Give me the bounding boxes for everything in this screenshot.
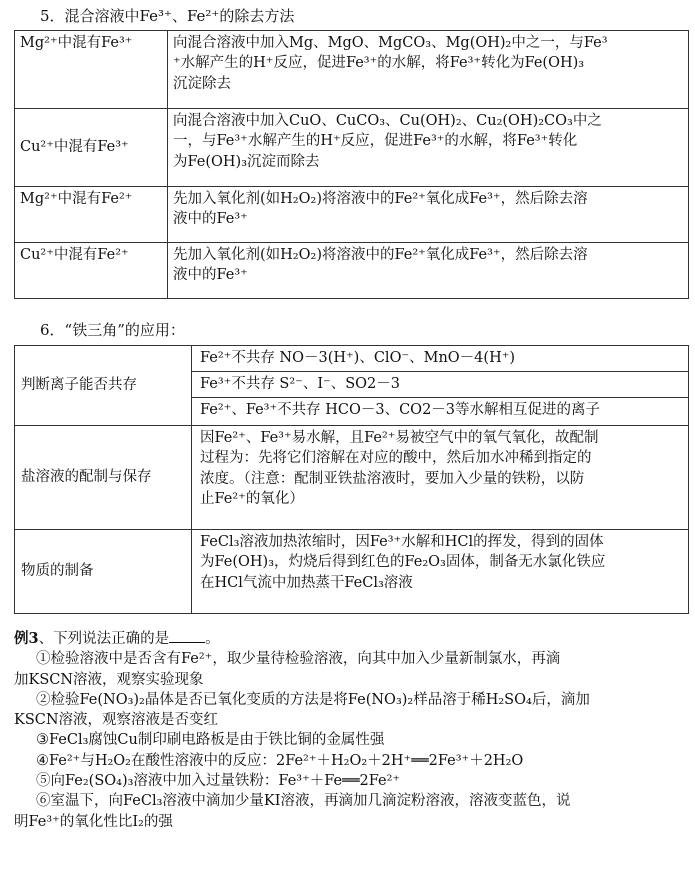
text-line: 沉淀除去 <box>173 75 231 92</box>
text-line: 浓度。（注意：配制亚铁盐溶液时，要加入少量的铁粉，以防 <box>200 470 585 487</box>
row-label: Cu²⁺中混有Fe²⁺ <box>15 243 168 299</box>
coexist-row-1: Fe²⁺不共存 NO－3(H⁺)、ClO⁻、MnO－4(H⁺) <box>192 346 689 372</box>
prep-text <box>192 530 689 614</box>
statement-2-cont: KSCN溶液，观察溶液是否变红 <box>14 712 219 729</box>
text-line: 过程为：先将它们溶解在对应的酸中，然后加水冲稀到指定的 <box>200 450 592 467</box>
coexist-row-3: Fe²⁺、Fe³⁺不共存 HCO－3、CO2－3等水解相互促进的离子 <box>192 398 689 426</box>
statement-6: ⑥室温下，向FeCl₃溶液中滴加少量KI溶液，再滴加几滴淀粉溶液，溶液变蓝色，说 <box>36 793 571 810</box>
coexist-row-2: Fe³⁺不共存 S²⁻、I⁻、SO2－3 <box>192 372 689 398</box>
table-row <box>15 426 689 530</box>
text-line: 先加入氧化剂(如H₂O₂)将溶液中的Fe²⁺氧化成Fe³⁺，然后除去溶 <box>173 247 588 263</box>
row-text <box>168 109 689 187</box>
row-label: Mg²⁺中混有Fe²⁺ <box>15 187 168 243</box>
answer-blank <box>169 628 205 643</box>
statement-1: ①检验溶液中是否含有Fe²⁺，取少量待检验溶液，向其中加入少量新制氯水，再滴 <box>36 651 561 668</box>
statement-4: ④Fe²⁺与H₂O₂在酸性溶液中的反应：2Fe²⁺＋H₂O₂＋2H⁺══2Fe³⁺＋2H₂O <box>36 752 524 769</box>
text-line: 止Fe²⁺的氧化） <box>200 490 304 507</box>
text-line: 为Fe(OH)₃，灼烧后得到红色的Fe₂O₃固体，制备无水氯化铁应 <box>200 554 606 571</box>
text-line: 向混合溶液中加入CuO、CuCO₃、Cu(OH)₂、Cu₂(OH)₂CO₃中之 <box>173 113 602 129</box>
question-text: 、下列说法正确的是 <box>38 631 170 647</box>
salt-label: 盐溶液的配制与保存 <box>15 426 192 530</box>
text-line: 因Fe²⁺、Fe³⁺易水解，且Fe²⁺易被空气中的氧气氧化，故配制 <box>200 430 599 446</box>
row-label: Mg²⁺中混有Fe³⁺ <box>15 31 168 109</box>
row-text <box>168 187 689 243</box>
row-label: Cu²⁺中混有Fe³⁺ <box>15 109 168 187</box>
text-line: FeCl₃溶液加热浓缩时，因Fe³⁺水解和HCl的挥发，得到的固体 <box>200 534 604 550</box>
row-text <box>168 243 689 299</box>
table-row <box>15 243 689 299</box>
prep-label: 物质的制备 <box>15 530 192 614</box>
statement-2: ②检验Fe(NO₃)₂晶体是否已氧化变质的方法是将Fe(NO₃)₂样品溶于稀H₂SO₄后，滴加 <box>36 691 590 708</box>
text-line: 液中的Fe³⁺ <box>173 267 248 284</box>
example-label: 例3 <box>14 630 39 647</box>
section5-title: 5．混合溶液中Fe³⁺、Fe²⁺的除去方法 <box>40 7 295 25</box>
coexist-label: 判断离子能否共存 <box>15 346 192 426</box>
text-line: 先加入氧化剂(如H₂O₂)将溶液中的Fe²⁺氧化成Fe³⁺，然后除去溶 <box>173 191 588 207</box>
table-row <box>15 109 689 187</box>
text-line: 向混合溶液中加入Mg、MgO、MgCO₃、Mg(OH)₂中之一，与Fe³ <box>173 35 608 51</box>
example-question <box>14 628 689 649</box>
section6-title: 6．“铁三角”的应用： <box>40 321 185 339</box>
table-row <box>15 346 689 372</box>
text-line: 一，与Fe³⁺水解产生的H⁺反应，促进Fe³⁺的水解，将Fe³⁺转化 <box>173 133 578 150</box>
table-row <box>15 530 689 614</box>
row-text <box>168 31 689 109</box>
statement-6-cont: 明Fe³⁺的氧化性比I₂的强 <box>14 813 173 830</box>
statement-3: ③FeCl₃腐蚀Cu制印刷电路板是由于铁比铜的金属性强 <box>36 732 385 749</box>
text-line: 为Fe(OH)₃沉淀而除去 <box>173 153 320 170</box>
text-line: 在HCl气流中加热蒸干FeCl₃溶液 <box>200 574 413 591</box>
text-line: ⁺水解产生的H⁺反应，促进Fe³⁺的水解，将Fe³⁺转化为Fe(OH)₃ <box>173 55 585 72</box>
table-row <box>15 31 689 109</box>
statement-5: ⑤向Fe₂(SO₄)₃溶液中加入过量铁粉：Fe³⁺＋Fe══2Fe²⁺ <box>36 773 401 790</box>
table-row <box>15 187 689 243</box>
text-line: 液中的Fe³⁺ <box>173 211 248 228</box>
salt-text <box>192 426 689 530</box>
statement-1-cont: 加KSCN溶液，观察实验现象 <box>14 671 204 688</box>
question-tail: 。 <box>205 631 220 647</box>
example-block <box>14 628 689 832</box>
removal-methods-table <box>14 30 689 299</box>
iron-triangle-table <box>14 345 689 614</box>
